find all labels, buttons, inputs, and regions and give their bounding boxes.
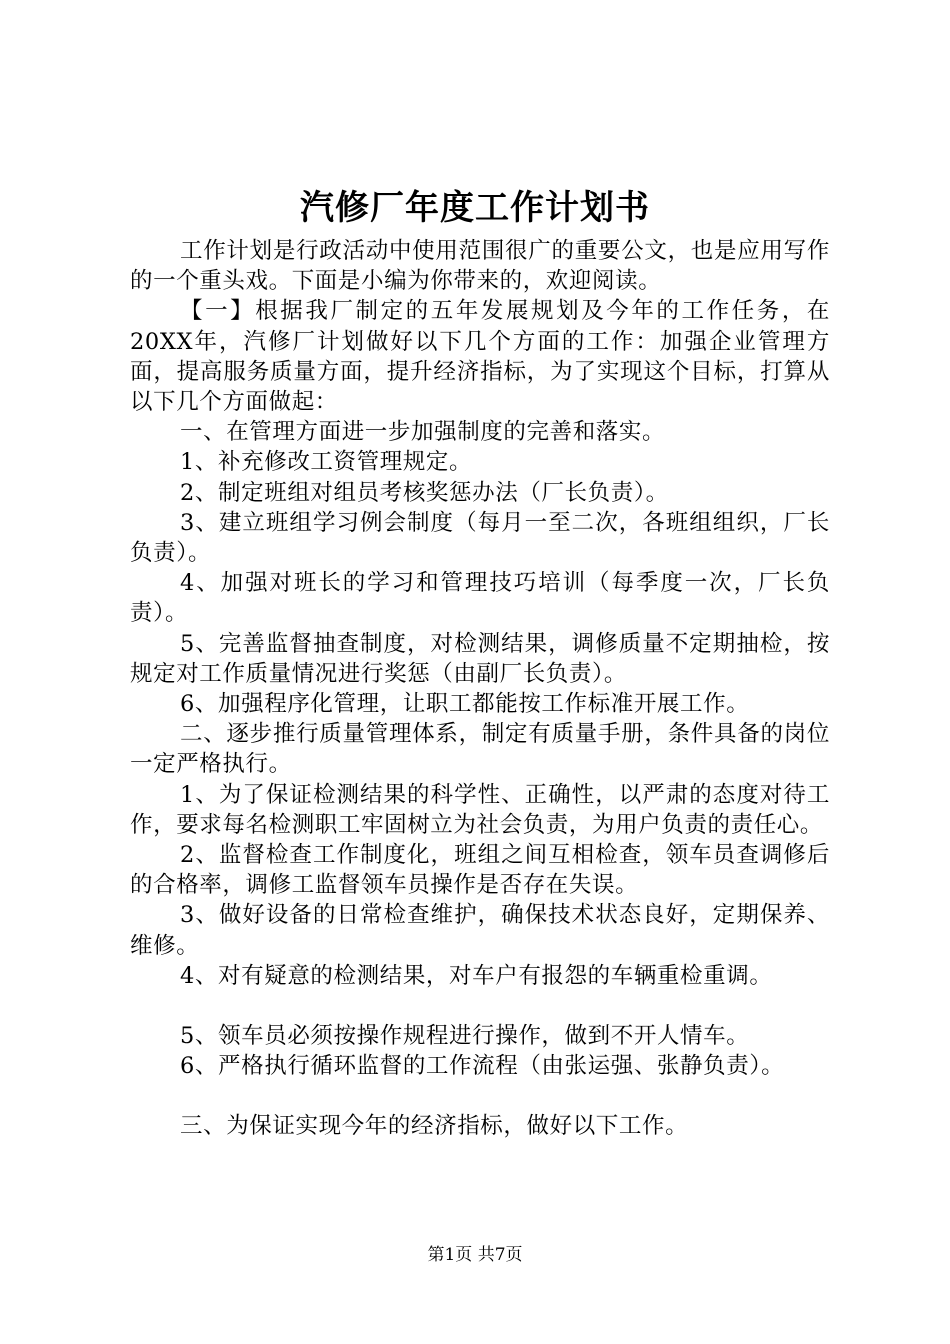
list-item: 2、监督检查工作制度化，班组之间互相检查，领车员查调修后的合格率，调修工监督领车员操作是否存在失误。 [130, 842, 830, 899]
section-one-intro: 【一】根据我厂制定的五年发展规划及今年的工作任务，在20XX年，汽修厂计划做好以下几个方面的工作：加强企业管理方面，提高服务质量方面，提升经济指标，为了实现这个目标，打算从以下几个方面做起： [130, 298, 830, 416]
list-item: 6、加强程序化管理，让职工都能按工作标准开展工作。 [180, 691, 750, 718]
paragraph-gap [130, 991, 830, 1021]
list-item: 4、对有疑意的检测结果，对车户有报怨的车辆重检重调。 [180, 962, 773, 989]
list-item: 3、建立班组学习例会制度（每月一至二次，各班组组织，厂长负责）。 [130, 509, 830, 567]
intro-paragraph: 工作计划是行政活动中使用范围很广的重要公文，也是应用写作的一个重头戏。下面是小编为你带来的，欢迎阅读。 [130, 238, 830, 295]
list-item: 4、加强对班长的学习和管理技巧培训（每季度一次，厂长负责）。 [130, 570, 830, 627]
list-item: 5、完善监督抽查制度，对检测结果，调修质量不定期抽检，按规定对工作质量情况进行奖惩（由副厂长负责）。 [130, 630, 830, 687]
heading-management: 一、在管理方面进一步加强制度的完善和落实。 [180, 419, 666, 446]
document-title: 汽修厂年度工作计划书 [300, 188, 650, 228]
page-number-footer: 第1页 共7页 [427, 1245, 523, 1265]
document-body [130, 236, 830, 1142]
list-item: 6、严格执行循环监督的工作流程（由张运强、张静负责）。 [180, 1053, 785, 1080]
list-item: 1、补充修改工资管理规定。 [180, 449, 473, 476]
heading-quality-system: 二、逐步推行质量管理体系，制定有质量手册，条件具备的岗位一定严格执行。 [130, 721, 830, 778]
list-item: 5、领车员必须按操作规程进行操作，做到不开人情车。 [180, 1023, 750, 1050]
list-item: 1、为了保证检测结果的科学性、正确性，以严肃的态度对待工作，要求每名检测职工牢固树立为社会负责，为用户负责的责任心。 [130, 781, 830, 838]
list-item: 3、做好设备的日常检查维护，确保技术状态良好，定期保养、维修。 [130, 902, 830, 959]
list-item: 2、制定班组对组员考核奖惩办法（厂长负责）。 [180, 479, 669, 506]
paragraph-gap [130, 1081, 830, 1111]
heading-economic-targets: 三、为保证实现今年的经济指标，做好以下工作。 [180, 1113, 689, 1140]
